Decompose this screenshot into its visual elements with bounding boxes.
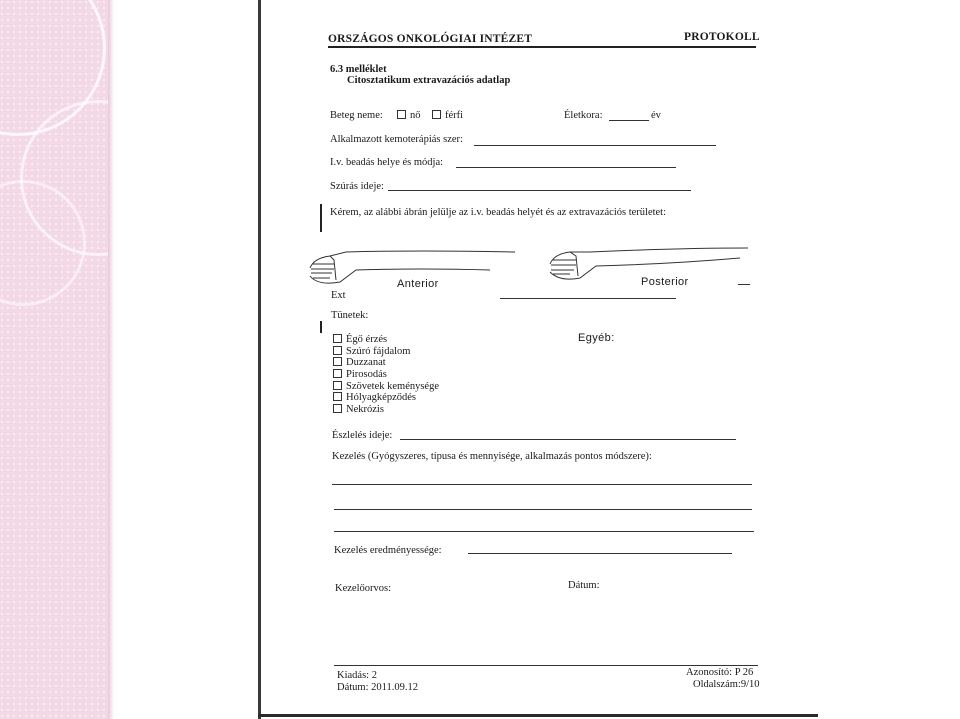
- symptoms-label: Tünetek:: [331, 310, 369, 321]
- symptom-label: Nekrózis: [346, 404, 384, 416]
- date-label: Dátum:: [568, 580, 600, 591]
- puncture-time-label: Szúrás ideje:: [330, 181, 384, 192]
- treatment-field-line[interactable]: [334, 531, 754, 532]
- puncture-time-field[interactable]: [388, 190, 691, 191]
- page-scan-edge: [258, 0, 261, 719]
- margin-mark: [320, 321, 322, 333]
- extravasation-field[interactable]: [500, 298, 676, 299]
- checkbox-icon[interactable]: [333, 369, 342, 378]
- detection-time-field[interactable]: [400, 439, 736, 440]
- symptom-option[interactable]: [333, 357, 439, 369]
- institute-name: ORSZÁGOS ONKOLÓGIAI INTÉZET: [328, 33, 533, 45]
- age-label: Életkora:: [564, 110, 603, 121]
- symptom-option[interactable]: [333, 346, 439, 358]
- checkbox-icon[interactable]: [397, 110, 406, 119]
- symptom-option[interactable]: [333, 334, 439, 346]
- side-panel-edge: [108, 0, 114, 719]
- gender-female-label: nő: [410, 110, 421, 121]
- symptom-label: Pirosodás: [346, 369, 387, 381]
- truncated-label: Ext: [331, 290, 346, 301]
- arm-diagram[interactable]: [300, 240, 760, 300]
- detection-time-label: Észlelés ideje:: [332, 430, 393, 441]
- treatment-field-line[interactable]: [332, 484, 752, 485]
- treatment-field-line[interactable]: [334, 509, 752, 510]
- checkbox-icon[interactable]: [333, 334, 342, 343]
- form-title: Citosztatikum extravazációs adatlap: [347, 75, 511, 86]
- iv-site-field[interactable]: [456, 167, 676, 168]
- checkbox-icon[interactable]: [333, 404, 342, 413]
- posterior-label: Posterior: [641, 276, 689, 288]
- checkbox-icon[interactable]: [432, 110, 441, 119]
- age-field[interactable]: [609, 120, 649, 121]
- diagram-instruction: Kérem, az alábbi ábrán jelülje az i.v. beadás helyét és az extravazációs területet:: [330, 207, 667, 218]
- checkbox-icon[interactable]: [333, 357, 342, 366]
- gender-label: Beteg neme:: [330, 110, 383, 121]
- treatment-result-field[interactable]: [468, 553, 732, 554]
- document-id: Azonosító: P 26: [686, 667, 754, 678]
- symptom-label: Hólyagképződés: [346, 392, 416, 404]
- footer-rule: [334, 665, 758, 666]
- symptom-label: Szúró fájdalom: [346, 345, 411, 357]
- posterior-arm-drawing: [550, 248, 748, 279]
- diagram-tick-mark: [738, 284, 750, 285]
- document-type: PROTOKOLL: [684, 31, 760, 43]
- physician-label: Kezelőorvos:: [335, 583, 391, 594]
- symptom-label: Szövetek keménysége: [346, 380, 440, 392]
- chemo-agent-field[interactable]: [474, 145, 716, 146]
- symptom-option[interactable]: [333, 392, 439, 404]
- page-number: Oldalszám:9/10: [693, 679, 760, 690]
- appendix-number: 6.3 melléklet: [330, 64, 387, 75]
- header-rule: [328, 46, 756, 48]
- checkbox-icon[interactable]: [333, 381, 342, 390]
- symptom-option[interactable]: [333, 381, 439, 393]
- issue-number: Kiadás: 2: [337, 670, 377, 681]
- page-scan-edge: [258, 714, 818, 717]
- gender-male-option[interactable]: [432, 110, 463, 121]
- age-unit: év: [651, 110, 661, 121]
- treatment-result-label: Kezelés eredményessége:: [334, 545, 442, 556]
- chemo-agent-label: Alkalmazott kemoterápiás szer:: [330, 134, 463, 145]
- treatment-label: Kezelés (Gyógyszeres, típusa és mennyisége, alkalmazás pontos módszere):: [332, 451, 652, 462]
- symptom-label: Duzzanat: [346, 357, 386, 369]
- symptom-option[interactable]: [333, 369, 439, 381]
- checkbox-icon[interactable]: [333, 392, 342, 401]
- issue-date: Dátum: 2011.09.12: [337, 682, 418, 693]
- gender-female-option[interactable]: [397, 110, 421, 121]
- symptom-label: Égő érzés: [346, 334, 388, 345]
- anterior-label: Anterior: [397, 278, 439, 290]
- gender-male-label: férfi: [445, 110, 464, 121]
- decorative-side-panel: [0, 0, 108, 719]
- symptom-list: [333, 334, 439, 416]
- margin-mark: [320, 204, 322, 232]
- other-symptoms-label: Egyéb:: [578, 332, 615, 344]
- checkbox-icon[interactable]: [333, 346, 342, 355]
- symptom-option[interactable]: [333, 404, 439, 416]
- iv-site-label: I.v. beadás helye és módja:: [330, 157, 444, 168]
